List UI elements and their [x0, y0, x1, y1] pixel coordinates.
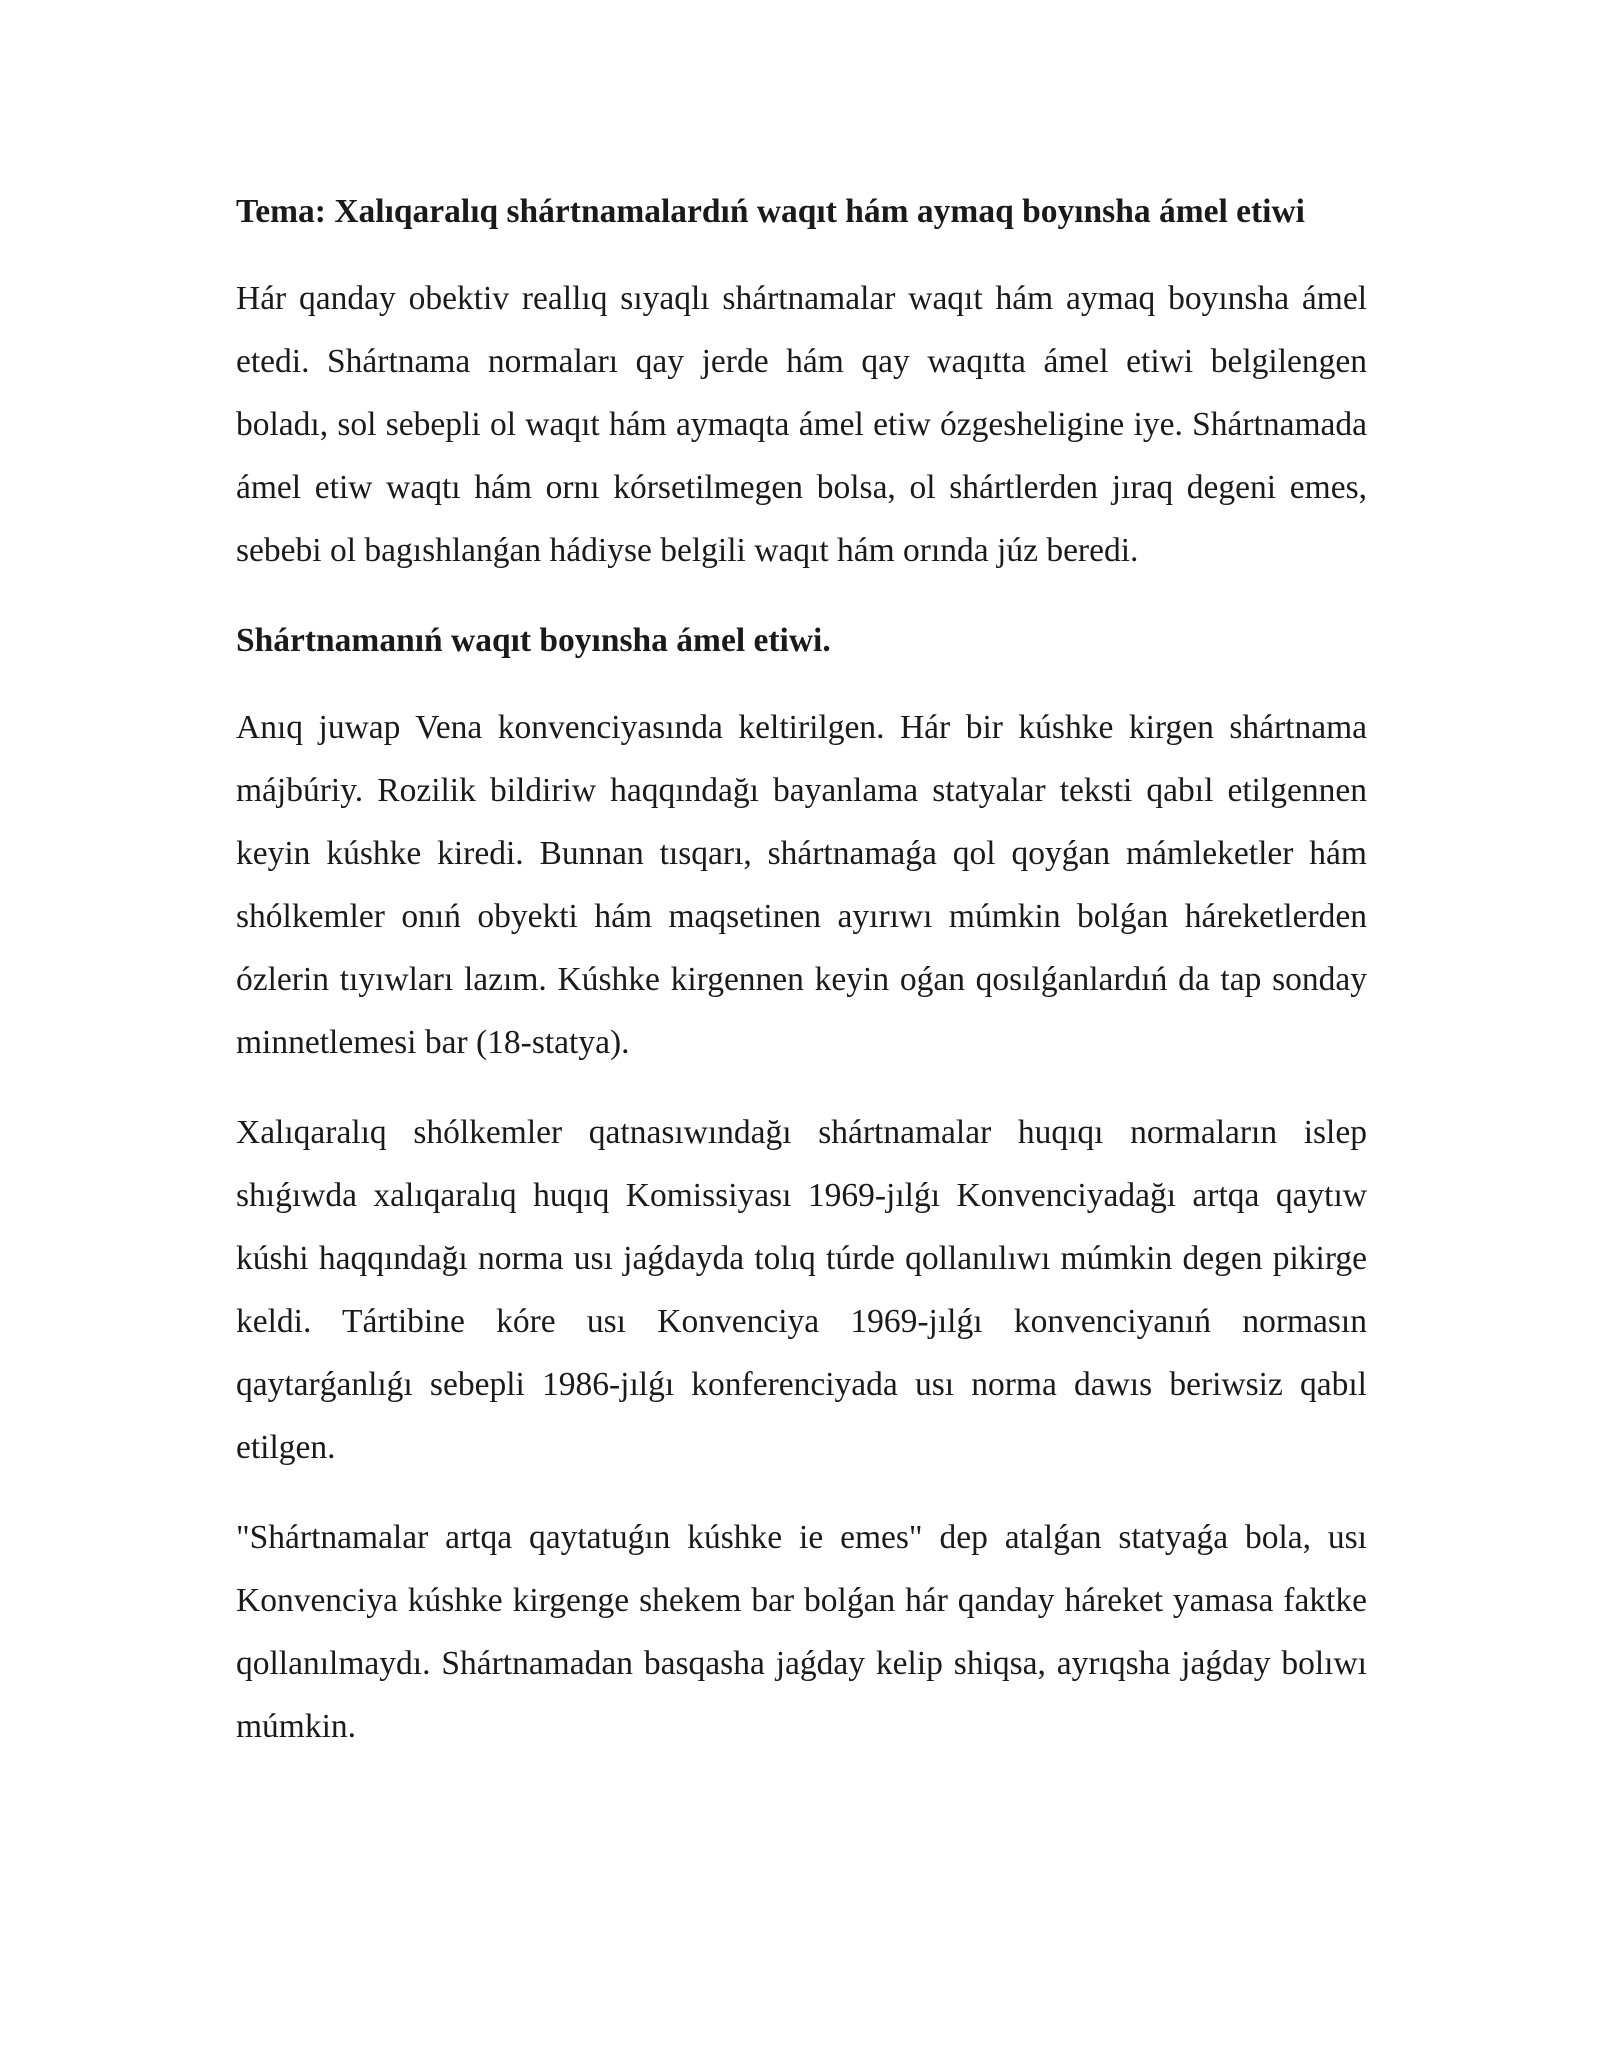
- paragraph-vienna-convention: Anıq juwap Vena konvenciyasında keltirilgen. Hár bir kúshke kirgen shártnama májbúriy. Rozilik bildiriw haqqındağı bayanlama statyalar teksti qabıl etilgennen keyin kúshke kiredi. Bunnan tısqarı, shártnamaǵa qol qoyǵan mámleketler hám shólkemler onıń obyekti hám maqsetinen ayırıwı múmkin bolǵan háreketlerden ózlerin tıyıwları lazım. Kúshke kirgennen keyin oǵan qosılǵanlardıń da tap sonday minnetlemesi bar (18-statya).: [236, 709, 1367, 1061]
- paragraph-international-organizations: Xalıqaralıq shólkemler qatnasıwındağı shártnamalar huqıqı normaların islep shıǵıwda xalıqaralıq huqıq Komissiyası 1969-jılǵı Konvenciyadağı artqa qaytıw kúshi haqqındağı norma usı jaǵdayda tolıq túrde qollanılıwı múmkin degen pikirge keldi. Tártibine kóre usı Konvenciya 1969-jılǵı konvenciyanıń normasın qaytarǵanlıǵı sebepli 1986-jılǵı konferenciyada usı norma dawıs beriwsiz qabıl etilgen.: [236, 1114, 1367, 1466]
- paragraph-intro: Hár qanday obektiv reallıq sıyaqlı shártnamalar waqıt hám aymaq boyınsha ámel etedi. Shártnama normaları qay jerde hám qay waqıtta ámel etiwi belgilengen boladı, sol sebepli ol waqıt hám aymaqta ámel etiw ózgesheligine iye. Shártnamada ámel etiw waqtı hám ornı kórsetilmegen bolsa, ol shártlerden jıraq degeni emes, sebebi ol bagıshlanǵan hádiyse belgili waqıt hám orında júz beredi.: [236, 280, 1367, 569]
- document-title: Tema: Xalıqaralıq shártnamalardıń waqıt hám aymaq boyınsha ámel etiwi: [236, 193, 1305, 230]
- paragraph-non-retroactivity: "Shártnamalar artqa qaytatuǵın kúshke ie emes" dep atalǵan statyaǵa bola, usı Konvenciya kúshke kirgenge shekem bar bolǵan hár qanday háreket yamasa faktke qollanılmaydı. Shártnamadan basqasha jaǵday kelip shiqsa, ayrıqsha jaǵday bolıwı múmkin.: [236, 1519, 1367, 1745]
- document-body: [236, 180, 1367, 1785]
- section-heading: Shártnamanıń waqıt boyınsha ámel etiwi.: [236, 622, 831, 659]
